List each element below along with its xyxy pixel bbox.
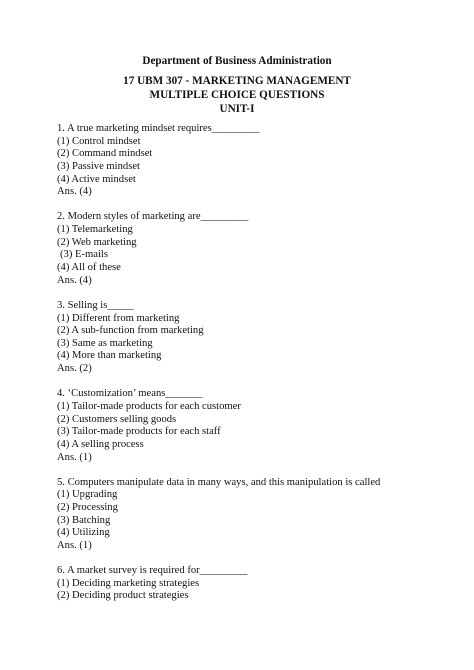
question-text: 5. Computers manipulate data in many ways, and this manipulation is called [57,476,381,488]
option: (4) All of these [57,262,121,273]
answer: Ans. (1) [57,539,92,551]
answer: Ans. (1) [57,451,92,463]
question-text: 2. Modern styles of marketing are_________ [57,211,249,223]
question-text: 3. Selling is_____ [57,299,134,311]
option: (1) Different from marketing [57,312,180,324]
option: (4) A selling process [57,438,144,450]
question-6 [57,565,457,603]
department-title: Department of Business Administration [142,55,332,67]
question-text: 4. ‘Customization’ means_______ [57,388,203,400]
course-title: 17 UBM 307 - MARKETING MANAGEMENT [123,75,351,87]
section-title: MULTIPLE CHOICE QUESTIONS [149,89,325,101]
option: (1) Tailor-made products for each customer [57,400,241,412]
unit-title: UNIT-I [219,103,255,115]
question-1 [57,123,457,199]
option: (2) A sub-function from marketing [57,325,204,337]
question-list [57,123,457,616]
question-text: 6. A market survey is required for_________ [57,565,248,577]
question-4 [57,388,457,464]
question-5 [57,477,457,553]
answer: Ans. (4) [57,274,92,286]
question-2 [57,211,457,287]
document-header [0,54,474,116]
option: (3) Passive mindset [57,160,140,172]
option: (2) Web marketing [57,236,137,248]
option: (4) Utilizing [57,527,110,539]
question-3 [57,300,457,376]
option: (2) Command mindset [57,148,153,160]
option: (2) Deciding product strategies [57,590,189,602]
option: (4) Active mindset [57,173,136,185]
option: (3) Same as marketing [57,337,153,349]
option: (2) Customers selling goods [57,413,177,425]
option: (1) Telemarketing [57,224,133,236]
option: (3) E-mails [60,249,108,261]
option: (3) Tailor-made products for each staff [57,426,221,438]
option: (2) Processing [57,502,118,514]
option: (1) Control mindset [57,135,141,147]
option: (1) Deciding marketing strategies [57,577,200,589]
option: (1) Upgrading [57,489,118,501]
option: (3) Batching [57,514,111,526]
answer: Ans. (4) [57,186,92,198]
answer: Ans. (2) [57,363,92,375]
option: (4) More than marketing [57,350,162,362]
question-text: 1. A true marketing mindset requires_________ [57,123,260,134]
